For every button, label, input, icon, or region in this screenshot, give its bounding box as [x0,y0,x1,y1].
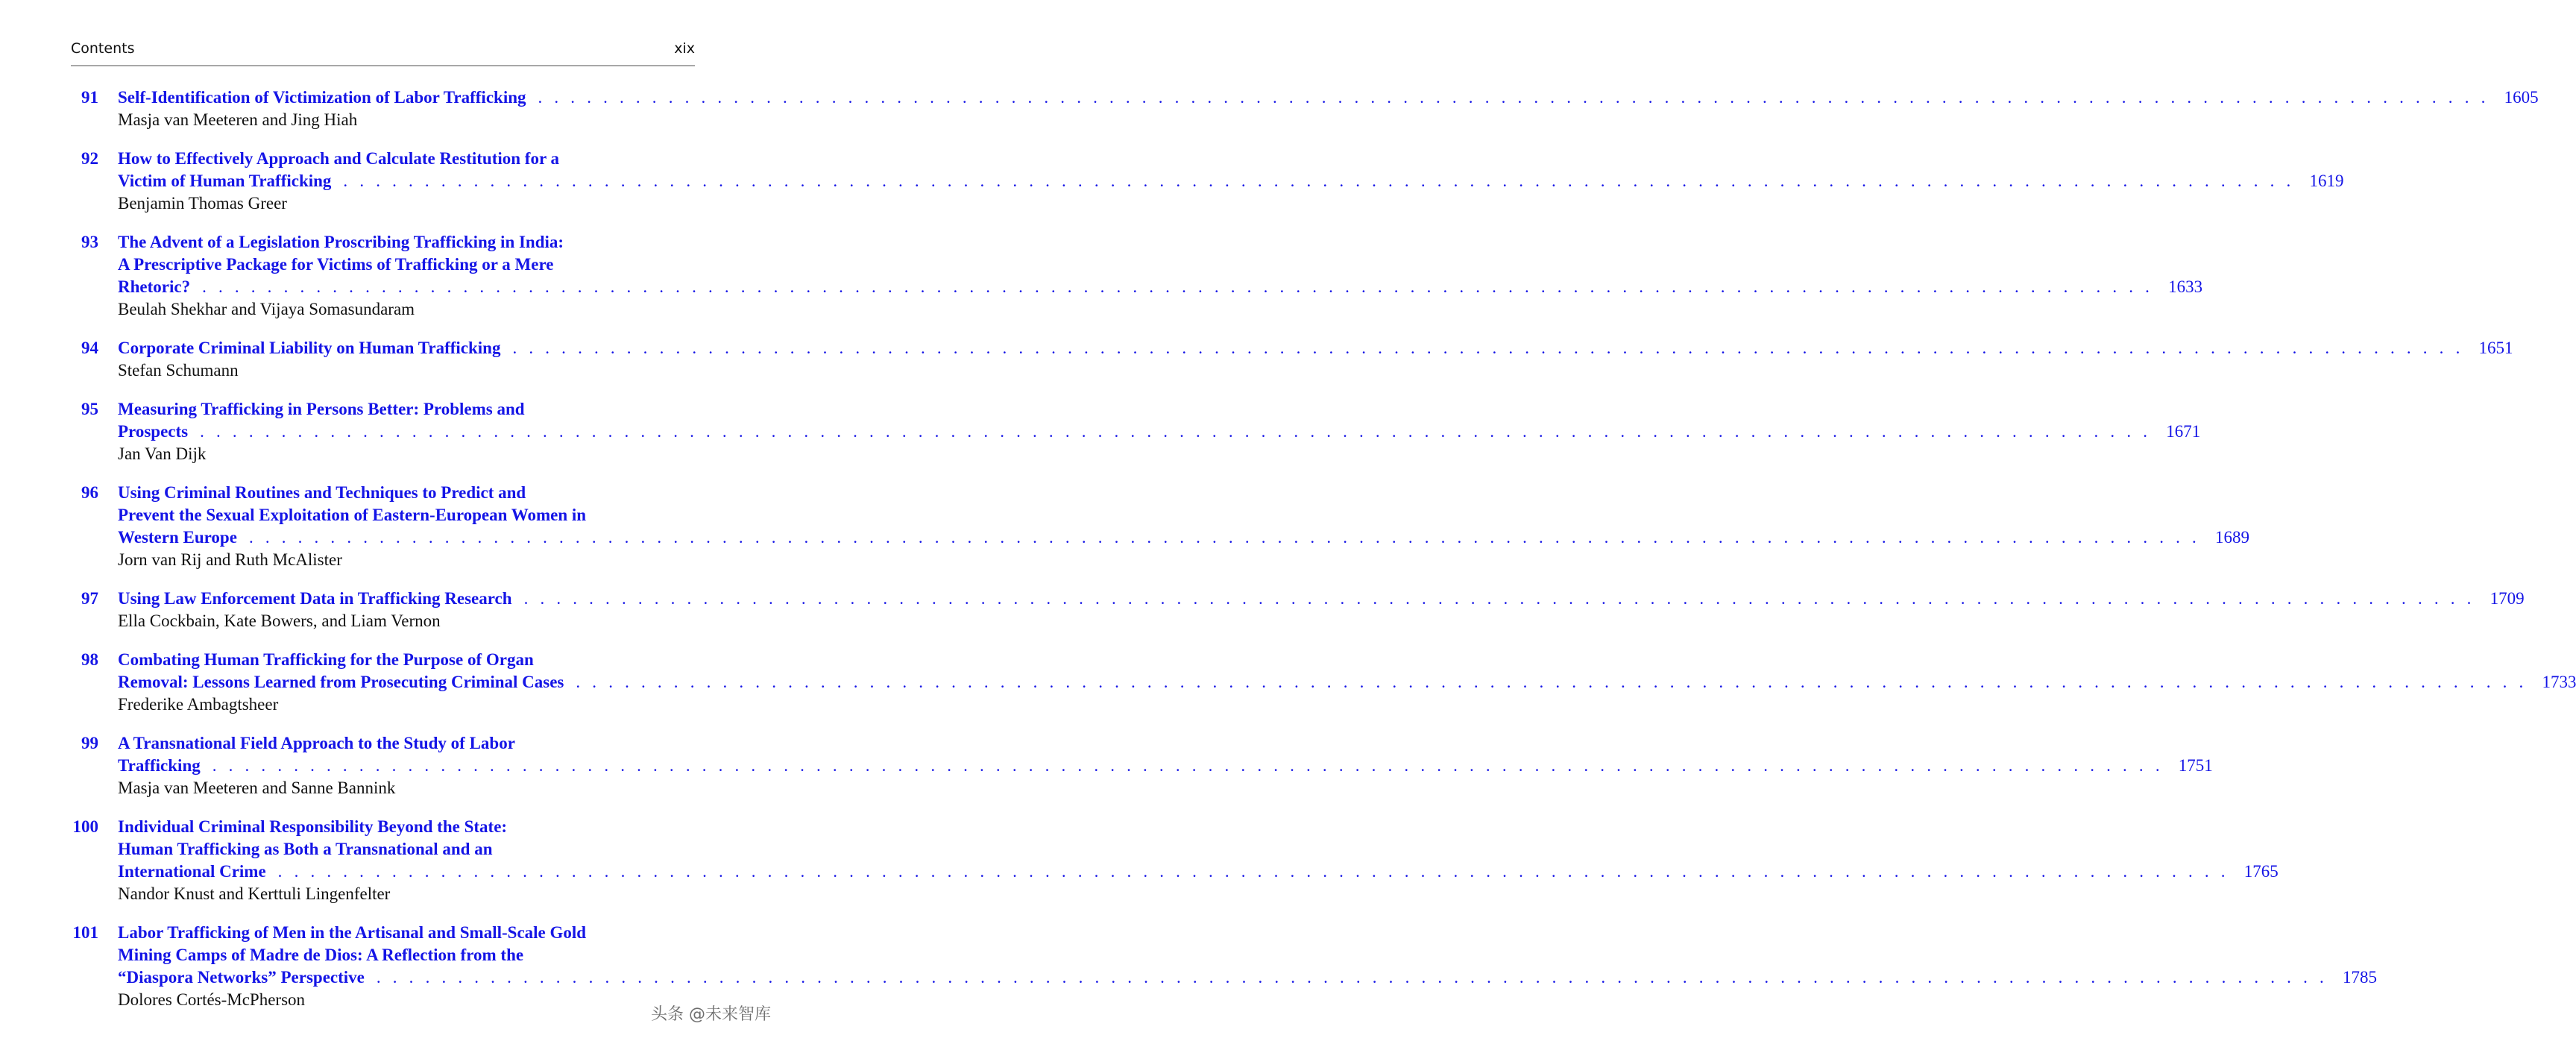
chapter-title-line[interactable]: Prospects [118,422,189,441]
chapter-authors: Dolores Cortés-McPherson [118,990,306,1009]
chapter-title-line[interactable]: Human Trafficking as Both a Transnational and an [118,840,493,858]
dot-leader: . . . . . . . . . . . . . . . . . . . . . . . . . . . . . . . . . . . . . . . . . . . . . . . . . . . . . . . . . . . . . . . . . . . . . . . . . . . . . . . . . . . . . . . . . . . . . . . . . . . . . . . . . . . . . . . . . . . . . . . . [523,589,2475,608]
chapter-number: 98 [81,650,98,669]
toc-entry[interactable] [0,231,2203,321]
chapter-number: 101 [72,923,98,942]
chapter-title-line[interactable]: Using Criminal Routines and Techniques to Predict and [118,483,526,502]
dot-leader: . . . . . . . . . . . . . . . . . . . . . . . . . . . . . . . . . . . . . . . . . . . . . . . . . . . . . . . . . . . . . . . . . . . . . . . . . . . . . . . . . . . . . . . . . . . . . . . . . . . . . . . . . . . . . . . . . . . . . . . . [343,172,2295,190]
running-header [71,39,695,60]
dot-leader: . . . . . . . . . . . . . . . . . . . . . . . . . . . . . . . . . . . . . . . . . . . . . . . . . . . . . . . . . . . . . . . . . . . . . . . . . . . . . . . . . . . . . . . . . . . . . . . . . . . . . . . . . . . . . . . . . . . . . . . . [538,88,2490,107]
chapter-number: 100 [72,817,98,836]
chapter-title-line[interactable]: Rhetoric? [118,277,191,296]
chapter-title-line[interactable]: Trafficking [118,756,201,775]
dot-leader: . . . . . . . . . . . . . . . . . . . . . . . . . . . . . . . . . . . . . . . . . . . . . . . . . . . . . . . . . . . . . . . . . . . . . . . . . . . . . . . . . . . . . . . . . . . . . . . . . . . . . . . . . . . . . . . . . . . . . . . . [248,528,2200,547]
chapter-title-line[interactable]: Mining Camps of Madre de Dios: A Reflection from the [118,946,524,964]
chapter-title-line[interactable]: Individual Criminal Responsibility Beyond the State: [118,817,508,836]
chapter-authors: Jan Van Dijk [118,444,207,463]
dot-leader: . . . . . . . . . . . . . . . . . . . . . . . . . . . . . . . . . . . . . . . . . . . . . . . . . . . . . . . . . . . . . . . . . . . . . . . . . . . . . . . . . . . . . . . . . . . . . . . . . . . . . . . . . . . . . . . . . . . . . . . . [277,862,2229,881]
toc-entry[interactable] [0,649,2576,716]
chapter-authors: Ella Cockbain, Kate Bowers, and Liam Vernon [118,611,441,630]
chapter-authors: Masja van Meeteren and Jing Hiah [118,110,358,129]
header-divider [71,65,695,66]
chapter-title-line[interactable]: Using Law Enforcement Data in Trafficking Research [118,589,512,608]
chapter-page-link[interactable]: 1633 [2168,277,2203,296]
chapter-title-line[interactable]: Victim of Human Trafficking [118,172,332,190]
chapter-title-line[interactable]: Combating Human Trafficking for the Purpose of Organ [118,650,534,669]
chapter-page-link[interactable]: 1619 [2309,172,2344,190]
chapter-authors: Benjamin Thomas Greer [118,194,287,213]
chapter-title-line[interactable]: Western Europe [118,528,237,547]
page-number: xix [674,40,695,57]
chapter-title-line[interactable]: International Crime [118,862,266,881]
chapter-page-link[interactable]: 1733 [2542,673,2576,691]
chapter-title-line[interactable]: Measuring Trafficking in Persons Better: Problems and [118,400,525,418]
chapter-page-link[interactable]: 1651 [2478,339,2513,357]
toc-entry[interactable] [0,148,2344,215]
chapter-title-line[interactable]: Labor Trafficking of Men in the Artisanal and Small-Scale Gold [118,923,587,942]
chapter-authors: Frederike Ambagtsheer [118,695,279,714]
toc-entry[interactable] [0,816,2279,905]
chapter-authors: Nandor Knust and Kerttuli Lingenfelter [118,884,391,903]
chapter-authors: Beulah Shekhar and Vijaya Somasundaram [118,300,415,318]
dot-leader: . . . . . . . . . . . . . . . . . . . . . . . . . . . . . . . . . . . . . . . . . . . . . . . . . . . . . . . . . . . . . . . . . . . . . . . . . . . . . . . . . . . . . . . . . . . . . . . . . . . . . . . . . . . . . . . . . . . . . . . . [376,968,2328,987]
chapter-title-line[interactable]: A Prescriptive Package for Victims of Trafficking or a Mere [118,255,554,274]
chapter-page-link[interactable]: 1689 [2215,528,2249,547]
chapter-title-line[interactable]: How to Effectively Approach and Calculate Restitution for a [118,149,560,168]
dot-leader: . . . . . . . . . . . . . . . . . . . . . . . . . . . . . . . . . . . . . . . . . . . . . . . . . . . . . . . . . . . . . . . . . . . . . . . . . . . . . . . . . . . . . . . . . . . . . . . . . . . . . . . . . . . . . . . . . . . . . . . . [512,339,2464,357]
toc-entry[interactable] [0,922,2377,1011]
chapter-number: 95 [81,400,98,418]
toc-entry[interactable] [0,588,2525,632]
chapter-authors: Stefan Schumann [118,361,239,380]
chapter-number: 96 [81,483,98,502]
dot-leader: . . . . . . . . . . . . . . . . . . . . . . . . . . . . . . . . . . . . . . . . . . . . . . . . . . . . . . . . . . . . . . . . . . . . . . . . . . . . . . . . . . . . . . . . . . . . . . . . . . . . . . . . . . . . . . . . . . . . . . . . [202,277,2154,296]
chapter-page-link[interactable]: 1709 [2490,589,2525,608]
chapter-page-link[interactable]: 1671 [2166,422,2201,441]
chapter-number: 94 [81,339,98,357]
chapter-authors: Jorn van Rij and Ruth McAlister [118,550,342,569]
chapter-title-line[interactable]: Removal: Lessons Learned from Prosecuting Criminal Cases [118,673,564,691]
chapter-title-line[interactable]: The Advent of a Legislation Proscribing Trafficking in India: [118,233,564,251]
toc-entry[interactable] [0,398,2201,465]
section-name: Contents [71,40,135,57]
chapter-number: 97 [81,589,98,608]
dot-leader: . . . . . . . . . . . . . . . . . . . . . . . . . . . . . . . . . . . . . . . . . . . . . . . . . . . . . . . . . . . . . . . . . . . . . . . . . . . . . . . . . . . . . . . . . . . . . . . . . . . . . . . . . . . . . . . . . . . . . . . . [212,756,2164,775]
table-of-contents [0,87,2576,1028]
watermark: 头条 @未来智库 [651,1005,771,1024]
toc-entry[interactable] [0,87,2539,131]
chapter-title-line[interactable]: Self-Identification of Victimization of Labor Trafficking [118,88,526,107]
chapter-number: 91 [81,88,98,107]
chapter-title-line[interactable]: Corporate Criminal Liability on Human Trafficking [118,339,501,357]
toc-entry[interactable] [0,732,2213,799]
chapter-number: 93 [81,233,98,251]
chapter-number: 92 [81,149,98,168]
chapter-authors: Masja van Meeteren and Sanne Bannink [118,779,396,797]
chapter-page-link[interactable]: 1765 [2243,862,2279,881]
toc-entry[interactable] [0,482,2249,571]
chapter-page-link[interactable]: 1751 [2178,756,2213,775]
chapter-title-line[interactable]: A Transnational Field Approach to the Study of Labor [118,734,515,752]
dot-leader: . . . . . . . . . . . . . . . . . . . . . . . . . . . . . . . . . . . . . . . . . . . . . . . . . . . . . . . . . . . . . . . . . . . . . . . . . . . . . . . . . . . . . . . . . . . . . . . . . . . . . . . . . . . . . . . . . . . . . . . . [200,422,2152,441]
chapter-title-line[interactable]: Prevent the Sexual Exploitation of Eastern-European Women in [118,506,587,524]
chapter-title-line[interactable]: “Diaspora Networks” Perspective [118,968,365,987]
toc-entry[interactable] [0,337,2513,382]
chapter-page-link[interactable]: 1605 [2504,88,2539,107]
chapter-page-link[interactable]: 1785 [2342,968,2377,987]
dot-leader: . . . . . . . . . . . . . . . . . . . . . . . . . . . . . . . . . . . . . . . . . . . . . . . . . . . . . . . . . . . . . . . . . . . . . . . . . . . . . . . . . . . . . . . . . . . . . . . . . . . . . . . . . . . . . . . . . . . . . . . . [576,673,2528,691]
chapter-number: 99 [81,734,98,752]
